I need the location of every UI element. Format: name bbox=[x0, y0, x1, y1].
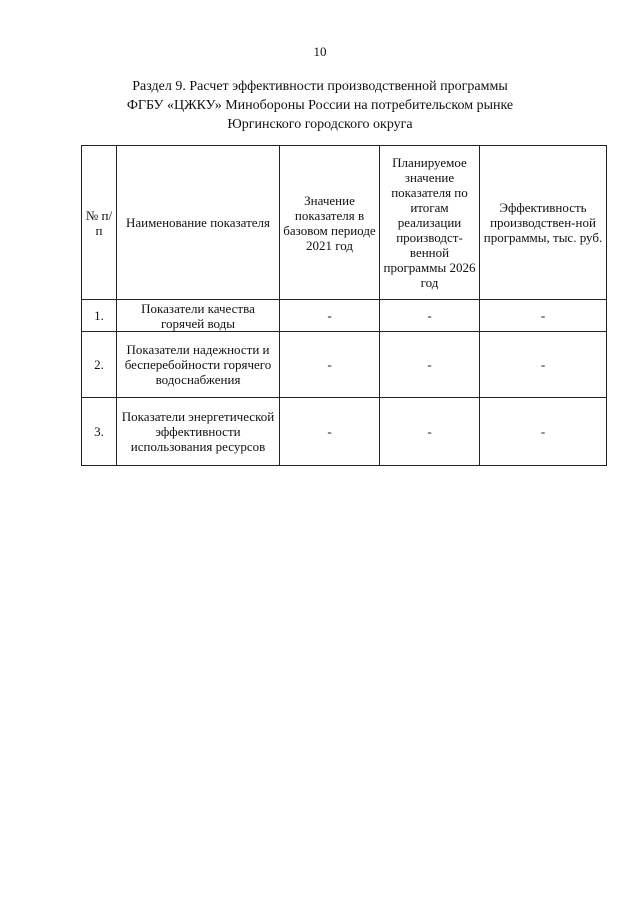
row-number: 3. bbox=[82, 398, 117, 466]
row-indicator-name: Показатели энергетической эффективности использования ресурсов bbox=[117, 398, 280, 466]
header-number: № п/п bbox=[82, 146, 117, 300]
header-efficiency: Эффективность производствен-ной программы, тыс. руб. bbox=[480, 146, 607, 300]
table-row bbox=[82, 300, 607, 332]
row-efficiency: - bbox=[480, 332, 607, 398]
row-base-value: - bbox=[280, 398, 380, 466]
row-indicator-name: Показатели надежности и бесперебойности горячего водоснабжения bbox=[117, 332, 280, 398]
row-planned-value: - bbox=[380, 332, 480, 398]
section-title-line-2: ФГБУ «ЦЖКУ» Минобороны России на потребительском рынке bbox=[126, 98, 514, 113]
row-base-value: - bbox=[280, 332, 380, 398]
section-title-line-1: Раздел 9. Расчет эффективности производственной программы bbox=[132, 79, 508, 94]
header-planned-value: Планируемое значение показателя по итогам реализации производст-венной программы 2026 год bbox=[380, 146, 480, 300]
row-indicator-name: Показатели качества горячей воды bbox=[117, 300, 280, 332]
section-title bbox=[100, 77, 540, 134]
row-base-value: - bbox=[280, 300, 380, 332]
row-planned-value: - bbox=[380, 300, 480, 332]
page-number: 10 bbox=[313, 44, 327, 59]
row-efficiency: - bbox=[480, 300, 607, 332]
efficiency-table bbox=[81, 145, 607, 466]
table-row bbox=[82, 332, 607, 398]
table-row bbox=[82, 398, 607, 466]
header-base-value: Значение показателя в базовом периоде 2021 год bbox=[280, 146, 380, 300]
row-number: 1. bbox=[82, 300, 117, 332]
table-header-row bbox=[82, 146, 607, 300]
header-name: Наименование показателя bbox=[117, 146, 280, 300]
section-title-line-3: Юргинского городского округа bbox=[227, 117, 413, 132]
row-efficiency: - bbox=[480, 398, 607, 466]
row-number: 2. bbox=[82, 332, 117, 398]
row-planned-value: - bbox=[380, 398, 480, 466]
